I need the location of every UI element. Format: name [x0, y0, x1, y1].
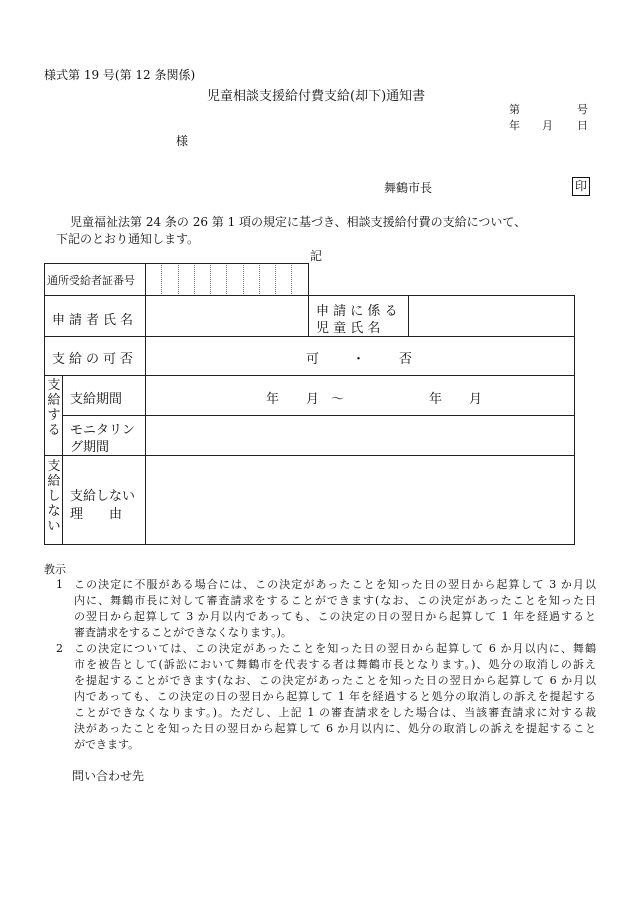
monitoring-label-2: グ期間	[70, 440, 110, 455]
contact-label: 問い合わせ先	[72, 769, 145, 783]
table-line	[145, 263, 146, 375]
period-month-1: 月	[306, 392, 320, 407]
table-line	[44, 375, 574, 376]
digit-divider	[259, 265, 260, 294]
period-month-2: 月	[469, 392, 483, 407]
number-label-dai: 第	[509, 103, 520, 116]
pay-vertical-char: す	[47, 408, 61, 423]
body-line-1: 児童福祉法第 24 条の 26 第 1 項の規定に基づき、相談支援給付費の支給について、	[70, 215, 527, 229]
nopay-vertical-label	[47, 459, 61, 534]
monitoring-label-1: モニタリン	[70, 423, 136, 438]
approval-dot: ・	[352, 352, 366, 367]
note-line: ことができなくなります。)。ただし、上記 1 の審査請求をした場合は、当該審査請求に対する裁	[74, 706, 596, 719]
digit-divider	[210, 265, 211, 294]
digit-divider	[178, 265, 179, 294]
table-line	[44, 336, 574, 337]
period-year-2: 年	[429, 392, 443, 407]
note-line: この決定については、この決定があったことを知った日の翌日から起算して 6 か月以内に、舞鶴	[74, 642, 596, 655]
note-line: 審査請求をすることができなくなります。)。	[74, 626, 292, 639]
table-line	[145, 375, 146, 545]
table-line	[62, 415, 574, 416]
reason-label-1: 支給しない	[70, 489, 136, 504]
approval-yes: 可	[306, 352, 320, 367]
nopay-vertical-char: な	[47, 504, 61, 519]
seal-stamp: 印	[572, 177, 590, 196]
body-line-2: 下記のとおり通知します。	[56, 232, 200, 246]
note-number: 1	[56, 578, 63, 591]
note-line: 内に、舞鶴市長に対して審査請求をすることができます(なお、この決定があったことを知った日	[74, 594, 596, 607]
table-line	[62, 375, 63, 545]
pay-vertical-char: 支	[47, 378, 61, 393]
nopay-vertical-char: い	[47, 519, 61, 534]
note-number: 2	[56, 642, 63, 655]
date-day-label: 日	[577, 119, 588, 132]
note-line: 決があったことを知った日の翌日から起算して 6 か月以内に、処分の取消しの訴えを提起すること	[74, 722, 596, 735]
table-line	[44, 455, 574, 456]
table-line	[574, 295, 575, 545]
document-title: 児童相談支援給付費支給(却下)通知書	[207, 89, 426, 104]
digit-divider	[226, 265, 227, 294]
note-line: の翌日から起算して 3 か月以内であっても、この決定の日の翌日から起算して 1 年を経過すると	[74, 610, 596, 623]
pay-vertical-char: 給	[47, 393, 61, 408]
approval-label: 支給の可否	[52, 352, 138, 367]
period-label: 支給期間	[70, 392, 123, 407]
note-line: 市を被告として(訴訟において舞鶴市を代表する者は舞鶴市長となります。)、処分の取消しの訴え	[74, 658, 596, 671]
note-item-1	[56, 577, 596, 641]
table-line	[44, 263, 45, 545]
date-month-label: 月	[542, 119, 553, 132]
note-line: ができます。	[74, 738, 140, 751]
recipient-number-label: 通所受給者証番号	[47, 274, 135, 287]
pay-vertical-label	[47, 378, 61, 438]
nopay-vertical-char: し	[47, 489, 61, 504]
period-tilde: ～	[331, 392, 345, 407]
form-number: 様式第 19 号(第 12 条関係)	[44, 68, 196, 82]
table-line	[44, 263, 308, 264]
ki-label: 記	[310, 249, 323, 263]
addressee-suffix: 様	[176, 134, 189, 148]
table-line	[308, 263, 309, 336]
table-line	[44, 544, 574, 545]
period-year-1: 年	[266, 392, 280, 407]
pay-vertical-char: る	[47, 423, 61, 438]
digit-divider	[275, 265, 276, 294]
reason-label-2: 理 由	[70, 507, 123, 522]
digit-divider	[243, 265, 244, 294]
table-line	[408, 295, 409, 336]
nopay-vertical-char: 給	[47, 474, 61, 489]
number-label-go: 号	[577, 103, 588, 116]
child-name-label-1: 申 請 に 係 る	[316, 304, 398, 319]
digit-divider	[291, 265, 292, 294]
digit-divider	[161, 265, 162, 294]
nopay-vertical-char: 支	[47, 459, 61, 474]
date-year-label: 年	[509, 119, 520, 132]
note-line: を提起することができます(なお、この決定があったことを知った日の翌日から起算して 6 か月以	[74, 674, 596, 687]
application-table	[44, 263, 574, 545]
digit-divider	[194, 265, 195, 294]
notes-heading: 教示	[44, 563, 66, 576]
approval-no: 否	[399, 352, 413, 367]
child-name-label-2: 児 童 氏 名	[316, 321, 381, 336]
table-line	[44, 295, 574, 296]
applicant-name-label: 申請者氏名	[52, 313, 138, 328]
note-line: 内であっても、この決定の日の翌日から起算して 1 年を経過すると処分の取消しの訴えを提起する	[74, 690, 596, 703]
note-item-2	[56, 641, 596, 753]
sender-name: 舞鶴市長	[384, 181, 433, 195]
note-line: この決定に不服がある場合には、この決定があったことを知った日の翌日から起算して 3 か月以	[74, 578, 596, 591]
